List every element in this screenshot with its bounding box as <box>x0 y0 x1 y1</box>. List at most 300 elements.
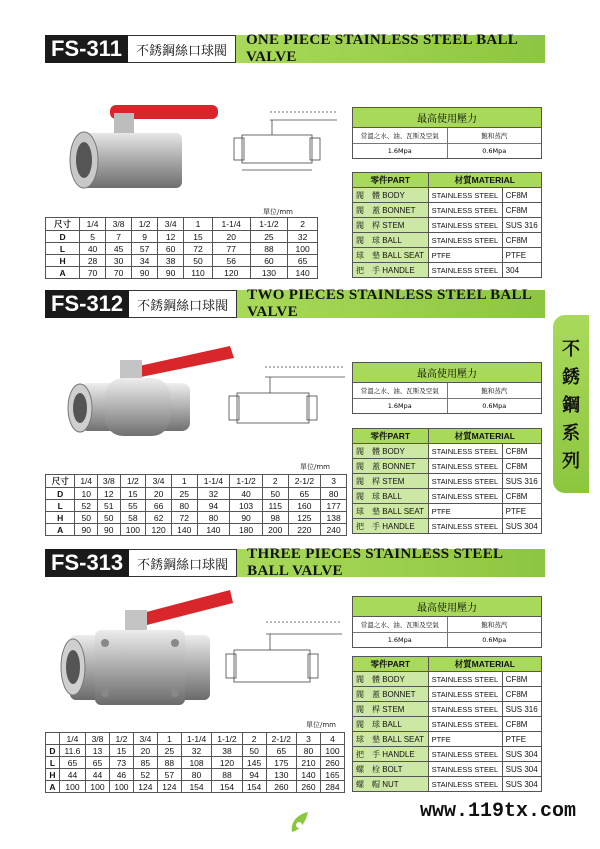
dim-cell: 260 <box>266 781 296 793</box>
product-chinese-name: 不銹鋼絲口球閥 <box>129 290 237 318</box>
material-grade: 304 <box>502 263 541 278</box>
material-grade: SUS 304 <box>502 762 541 777</box>
dim-cell: 77 <box>212 243 250 255</box>
dim-cell: 56 <box>212 255 250 267</box>
dim-cell: 140 <box>171 524 197 536</box>
dim-cell: 165 <box>321 769 345 781</box>
part-name: 閥 體 BODY <box>353 672 429 687</box>
dim-cell: 30 <box>106 255 132 267</box>
max-pressure-box <box>352 107 542 159</box>
size-cell: 1-1/2 <box>250 218 288 231</box>
size-cell: 1/4 <box>59 733 85 745</box>
side-tab-char: 不 <box>562 339 580 360</box>
table-row <box>46 231 318 243</box>
dim-cell: 11.6 <box>59 745 85 757</box>
material-primary: PTFE <box>428 504 502 519</box>
material-primary: STAINLESS STEEL <box>428 519 502 534</box>
dim-cell: 124 <box>157 781 181 793</box>
size-cell: 1 <box>157 733 181 745</box>
dim-cell: 50 <box>98 512 121 524</box>
dim-cell: 100 <box>59 781 85 793</box>
material-primary: PTFE <box>428 732 502 747</box>
dim-cell: 25 <box>250 231 288 243</box>
dim-cell: 140 <box>197 524 230 536</box>
dim-cell: 260 <box>321 757 345 769</box>
size-cell: 2 <box>288 218 318 231</box>
dim-cell: 60 <box>250 255 288 267</box>
material-primary: STAINLESS STEEL <box>428 203 502 218</box>
dim-cell: 55 <box>120 500 146 512</box>
material-grade: SUS 304 <box>502 747 541 762</box>
dim-cell: 32 <box>181 745 211 757</box>
product-code: FS-312 <box>45 290 129 318</box>
material-row <box>353 233 542 248</box>
dim-cell: 45 <box>106 243 132 255</box>
dim-cell: 80 <box>321 488 347 500</box>
material-primary: STAINLESS STEEL <box>428 233 502 248</box>
size-cell: 3/8 <box>106 218 132 231</box>
part-name: 螺 帽 NUT <box>353 777 429 792</box>
material-grade: CF8M <box>502 188 541 203</box>
size-cell: 1-1/4 <box>212 218 250 231</box>
row-key: A <box>46 267 80 279</box>
dim-cell: 80 <box>171 500 197 512</box>
pressure-media: 常溫之水、油、瓦斯及空氣 <box>353 383 448 398</box>
material-primary: STAINLESS STEEL <box>428 702 502 717</box>
material-row <box>353 747 542 762</box>
material-header-part: 零件PART <box>353 657 429 672</box>
size-cell: 2 <box>262 475 288 488</box>
material-row <box>353 474 542 489</box>
pressure-media: 常溫之水、油、瓦斯及空氣 <box>353 617 448 632</box>
material-grade: SUS 304 <box>502 777 541 792</box>
pressure-title: 最高使用壓力 <box>353 597 541 617</box>
part-name: 閥 球 BALL <box>353 489 429 504</box>
dim-cell: 154 <box>212 781 242 793</box>
material-primary: PTFE <box>428 248 502 263</box>
table-row <box>46 500 347 512</box>
dim-cell: 38 <box>212 745 242 757</box>
material-table <box>352 656 542 792</box>
dim-cell: 177 <box>321 500 347 512</box>
dim-cell: 20 <box>212 231 250 243</box>
pressure-value: 0.6Mpa <box>482 147 507 155</box>
part-name: 閥 蓋 BONNET <box>353 203 429 218</box>
dim-cell: 140 <box>297 769 321 781</box>
dim-cell: 260 <box>297 781 321 793</box>
material-grade: CF8M <box>502 687 541 702</box>
dim-cell: 80 <box>197 512 230 524</box>
material-header-part: 零件PART <box>353 429 429 444</box>
material-primary: STAINLESS STEEL <box>428 777 502 792</box>
dim-cell: 103 <box>230 500 263 512</box>
table-row <box>46 267 318 279</box>
dim-cell: 120 <box>212 757 242 769</box>
dimension-table <box>45 474 347 536</box>
dimension-table <box>45 217 318 279</box>
material-primary: STAINLESS STEEL <box>428 672 502 687</box>
material-grade: SUS 316 <box>502 702 541 717</box>
pressure-value: 1.6Mpa <box>353 633 448 647</box>
part-name: 閥 球 BALL <box>353 233 429 248</box>
material-row <box>353 762 542 777</box>
material-header-material: 材質MATERIAL <box>428 173 541 188</box>
dim-cell: 94 <box>242 769 266 781</box>
material-primary: STAINLESS STEEL <box>428 218 502 233</box>
unit-label: 單位/mm <box>300 463 330 471</box>
dim-cell: 240 <box>321 524 347 536</box>
dim-cell: 5 <box>80 231 106 243</box>
unit-label: 單位/mm <box>306 721 336 729</box>
dim-cell: 154 <box>242 781 266 793</box>
size-cell: 3/4 <box>158 218 184 231</box>
material-grade: PTFE <box>502 504 541 519</box>
material-table <box>352 428 542 534</box>
valve-technical-drawing <box>222 610 347 695</box>
dim-cell: 100 <box>288 243 318 255</box>
part-name: 閥 體 BODY <box>353 188 429 203</box>
dim-cell: 32 <box>197 488 230 500</box>
size-cell: 3/8 <box>98 475 121 488</box>
dim-cell: 50 <box>184 255 213 267</box>
row-key: A <box>46 524 75 536</box>
dim-cell: 100 <box>321 745 345 757</box>
material-row <box>353 687 542 702</box>
pressure-value: 1.6Mpa <box>353 144 448 158</box>
side-tab-char: 系 <box>562 423 580 444</box>
dim-cell: 154 <box>181 781 211 793</box>
material-header-material: 材質MATERIAL <box>428 657 541 672</box>
size-cell: 1 <box>171 475 197 488</box>
side-tab-char: 列 <box>562 451 580 472</box>
section-header <box>45 287 545 320</box>
material-row <box>353 248 542 263</box>
pressure-media: 飽和蒸汽 <box>481 621 508 629</box>
material-primary: STAINLESS STEEL <box>428 489 502 504</box>
material-row <box>353 444 542 459</box>
dim-cell: 72 <box>171 512 197 524</box>
dim-cell: 65 <box>86 757 110 769</box>
material-grade: CF8M <box>502 459 541 474</box>
pressure-value: 0.6Mpa <box>482 636 507 644</box>
material-grade: CF8M <box>502 489 541 504</box>
section-header <box>45 32 545 65</box>
dim-cell: 80 <box>297 745 321 757</box>
material-row <box>353 489 542 504</box>
material-grade: CF8M <box>502 717 541 732</box>
part-name: 閥 體 BODY <box>353 444 429 459</box>
size-cell: 1/4 <box>80 218 106 231</box>
row-key: D <box>46 488 75 500</box>
pressure-media: 常溫之水、油、瓦斯及空氣 <box>353 128 448 143</box>
size-cell: 2-1/2 <box>266 733 296 745</box>
dim-cell: 72 <box>184 243 213 255</box>
row-key: D <box>46 745 60 757</box>
table-row <box>46 524 347 536</box>
dim-cell: 130 <box>250 267 288 279</box>
dim-cell: 15 <box>120 488 146 500</box>
dim-cell: 100 <box>86 781 110 793</box>
material-header-material: 材質MATERIAL <box>428 429 541 444</box>
size-cell: 1/2 <box>120 475 146 488</box>
row-key: D <box>46 231 80 243</box>
dim-cell: 138 <box>321 512 347 524</box>
part-name: 球 墊 BALL SEAT <box>353 504 429 519</box>
dim-cell: 44 <box>86 769 110 781</box>
part-name: 球 墊 BALL SEAT <box>353 248 429 263</box>
material-grade: CF8M <box>502 203 541 218</box>
material-grade: PTFE <box>502 248 541 263</box>
footer-url[interactable]: www.119tx.com <box>420 800 577 823</box>
material-primary: STAINLESS STEEL <box>428 687 502 702</box>
dim-cell: 28 <box>80 255 106 267</box>
dim-cell: 57 <box>157 769 181 781</box>
dim-cell: 65 <box>288 488 321 500</box>
part-name: 閥 蓋 BONNET <box>353 687 429 702</box>
material-primary: STAINLESS STEEL <box>428 459 502 474</box>
dim-cell: 40 <box>80 243 106 255</box>
dim-cell: 40 <box>230 488 263 500</box>
dim-cell: 46 <box>109 769 133 781</box>
max-pressure-box <box>352 362 542 414</box>
part-name: 閥 桿 STEM <box>353 218 429 233</box>
part-name: 球 墊 BALL SEAT <box>353 732 429 747</box>
material-row <box>353 717 542 732</box>
material-grade: SUS 316 <box>502 474 541 489</box>
dim-cell: 90 <box>98 524 121 536</box>
dim-cell: 100 <box>120 524 146 536</box>
material-row <box>353 504 542 519</box>
dim-cell: 90 <box>158 267 184 279</box>
table-row <box>46 769 345 781</box>
dim-cell: 44 <box>59 769 85 781</box>
dim-cell: 175 <box>266 757 296 769</box>
table-row <box>46 781 345 793</box>
side-tab-char: 鋼 <box>562 395 580 416</box>
dim-cell: 57 <box>132 243 158 255</box>
size-cell: 1-1/2 <box>230 475 263 488</box>
dim-cell: 100 <box>109 781 133 793</box>
size-cell: 1-1/2 <box>212 733 242 745</box>
dim-cell: 180 <box>230 524 263 536</box>
pressure-title: 最高使用壓力 <box>353 108 541 128</box>
side-tab-char: 銹 <box>562 367 580 388</box>
row-key: H <box>46 769 60 781</box>
dim-cell: 62 <box>146 512 172 524</box>
size-cell: 1/2 <box>109 733 133 745</box>
pressure-value: 1.6Mpa <box>353 399 448 413</box>
dim-cell: 120 <box>146 524 172 536</box>
size-cell: 1-1/4 <box>181 733 211 745</box>
dim-cell: 70 <box>106 267 132 279</box>
material-primary: STAINLESS STEEL <box>428 762 502 777</box>
table-row <box>46 255 318 267</box>
material-row <box>353 263 542 278</box>
unit-label: 單位/mm <box>263 208 293 216</box>
pressure-value: 0.6Mpa <box>482 402 507 410</box>
material-row <box>353 519 542 534</box>
product-english-name: ONE PIECE STAINLESS STEEL BALL VALVE <box>236 35 545 63</box>
material-grade: CF8M <box>502 672 541 687</box>
series-side-tab <box>553 315 589 493</box>
section-header <box>45 546 545 579</box>
dim-cell: 66 <box>146 500 172 512</box>
dim-cell: 88 <box>212 769 242 781</box>
size-label <box>46 733 60 745</box>
dim-cell: 34 <box>132 255 158 267</box>
part-name: 閥 球 BALL <box>353 717 429 732</box>
valve-photo <box>55 585 235 720</box>
size-cell: 3/8 <box>86 733 110 745</box>
material-row <box>353 672 542 687</box>
size-cell: 3/4 <box>133 733 157 745</box>
size-label: 尺寸 <box>46 218 80 231</box>
material-table <box>352 172 542 278</box>
dim-cell: 200 <box>262 524 288 536</box>
part-name: 把 手 HANDLE <box>353 747 429 762</box>
dim-cell: 50 <box>262 488 288 500</box>
size-cell: 1/4 <box>75 475 98 488</box>
size-cell: 3/4 <box>146 475 172 488</box>
dim-cell: 7 <box>106 231 132 243</box>
dim-cell: 210 <box>297 757 321 769</box>
dim-cell: 94 <box>197 500 230 512</box>
dim-cell: 32 <box>288 231 318 243</box>
valve-photo <box>60 338 240 448</box>
material-primary: STAINLESS STEEL <box>428 263 502 278</box>
size-cell: 1-1/4 <box>197 475 230 488</box>
size-cell: 1 <box>184 218 213 231</box>
dim-cell: 12 <box>158 231 184 243</box>
dim-cell: 51 <box>98 500 121 512</box>
dim-cell: 70 <box>80 267 106 279</box>
valve-photo <box>62 95 222 205</box>
dim-cell: 145 <box>242 757 266 769</box>
material-grade: CF8M <box>502 444 541 459</box>
size-cell: 2 <box>242 733 266 745</box>
dim-cell: 50 <box>242 745 266 757</box>
row-key: L <box>46 500 75 512</box>
part-name: 螺 栓 BOLT <box>353 762 429 777</box>
row-key: L <box>46 243 80 255</box>
product-english-name: TWO PIECES STAINLESS STEEL BALL VALVE <box>237 290 545 318</box>
dim-cell: 38 <box>158 255 184 267</box>
dim-cell: 25 <box>171 488 197 500</box>
dim-cell: 52 <box>133 769 157 781</box>
dim-cell: 98 <box>262 512 288 524</box>
size-cell: 3 <box>321 475 347 488</box>
part-name: 閥 桿 STEM <box>353 702 429 717</box>
table-row <box>46 488 347 500</box>
table-row <box>46 243 318 255</box>
size-cell: 1/2 <box>132 218 158 231</box>
pressure-media: 飽和蒸汽 <box>481 132 508 140</box>
dim-cell: 124 <box>133 781 157 793</box>
product-chinese-name: 不銹鋼絲口球閥 <box>128 35 236 63</box>
product-english-name: THREE PIECES STAINLESS STEEL BALL VALVE <box>237 549 545 577</box>
material-grade: PTFE <box>502 732 541 747</box>
product-chinese-name: 不銹鋼絲口球閥 <box>129 549 237 577</box>
material-grade: SUS 304 <box>502 519 541 534</box>
dim-cell: 110 <box>184 267 213 279</box>
dim-cell: 108 <box>181 757 211 769</box>
part-name: 閥 桿 STEM <box>353 474 429 489</box>
material-row <box>353 218 542 233</box>
dim-cell: 15 <box>109 745 133 757</box>
product-code: FS-313 <box>45 549 129 577</box>
material-grade: CF8M <box>502 233 541 248</box>
part-name: 閥 蓋 BONNET <box>353 459 429 474</box>
row-key: H <box>46 512 75 524</box>
dim-cell: 58 <box>120 512 146 524</box>
dim-cell: 65 <box>266 745 296 757</box>
material-primary: STAINLESS STEEL <box>428 747 502 762</box>
dim-cell: 130 <box>266 769 296 781</box>
dim-cell: 25 <box>157 745 181 757</box>
material-row <box>353 702 542 717</box>
dim-cell: 220 <box>288 524 321 536</box>
material-row <box>353 188 542 203</box>
dim-cell: 52 <box>75 500 98 512</box>
dim-cell: 60 <box>158 243 184 255</box>
dim-cell: 65 <box>59 757 85 769</box>
dim-cell: 125 <box>288 512 321 524</box>
valve-technical-drawing <box>232 100 342 175</box>
table-row <box>46 757 345 769</box>
row-key: H <box>46 255 80 267</box>
size-cell: 4 <box>321 733 345 745</box>
dim-cell: 20 <box>133 745 157 757</box>
material-primary: STAINLESS STEEL <box>428 474 502 489</box>
dim-cell: 284 <box>321 781 345 793</box>
dim-cell: 140 <box>288 267 318 279</box>
material-primary: STAINLESS STEEL <box>428 444 502 459</box>
part-name: 把 手 HANDLE <box>353 263 429 278</box>
material-row <box>353 732 542 747</box>
dim-cell: 20 <box>146 488 172 500</box>
dim-cell: 10 <box>75 488 98 500</box>
dim-cell: 65 <box>288 255 318 267</box>
size-label: 尺寸 <box>46 475 75 488</box>
row-key: A <box>46 781 60 793</box>
dim-cell: 90 <box>75 524 98 536</box>
size-cell: 2-1/2 <box>288 475 321 488</box>
dim-cell: 90 <box>230 512 263 524</box>
material-row <box>353 203 542 218</box>
table-row <box>46 745 345 757</box>
material-primary: STAINLESS STEEL <box>428 188 502 203</box>
part-name: 把 手 HANDLE <box>353 519 429 534</box>
dim-cell: 9 <box>132 231 158 243</box>
material-grade: SUS 316 <box>502 218 541 233</box>
row-key: L <box>46 757 60 769</box>
dim-cell: 88 <box>157 757 181 769</box>
dim-cell: 12 <box>98 488 121 500</box>
pressure-media: 飽和蒸汽 <box>481 387 508 395</box>
material-primary: STAINLESS STEEL <box>428 717 502 732</box>
pressure-title: 最高使用壓力 <box>353 363 541 383</box>
leaf-logo-icon <box>288 810 310 836</box>
product-code: FS-311 <box>45 35 128 63</box>
dim-cell: 50 <box>75 512 98 524</box>
valve-technical-drawing <box>225 355 350 435</box>
dim-cell: 88 <box>250 243 288 255</box>
dim-cell: 13 <box>86 745 110 757</box>
dim-cell: 15 <box>184 231 213 243</box>
table-row <box>46 512 347 524</box>
max-pressure-box <box>352 596 542 648</box>
dim-cell: 115 <box>262 500 288 512</box>
